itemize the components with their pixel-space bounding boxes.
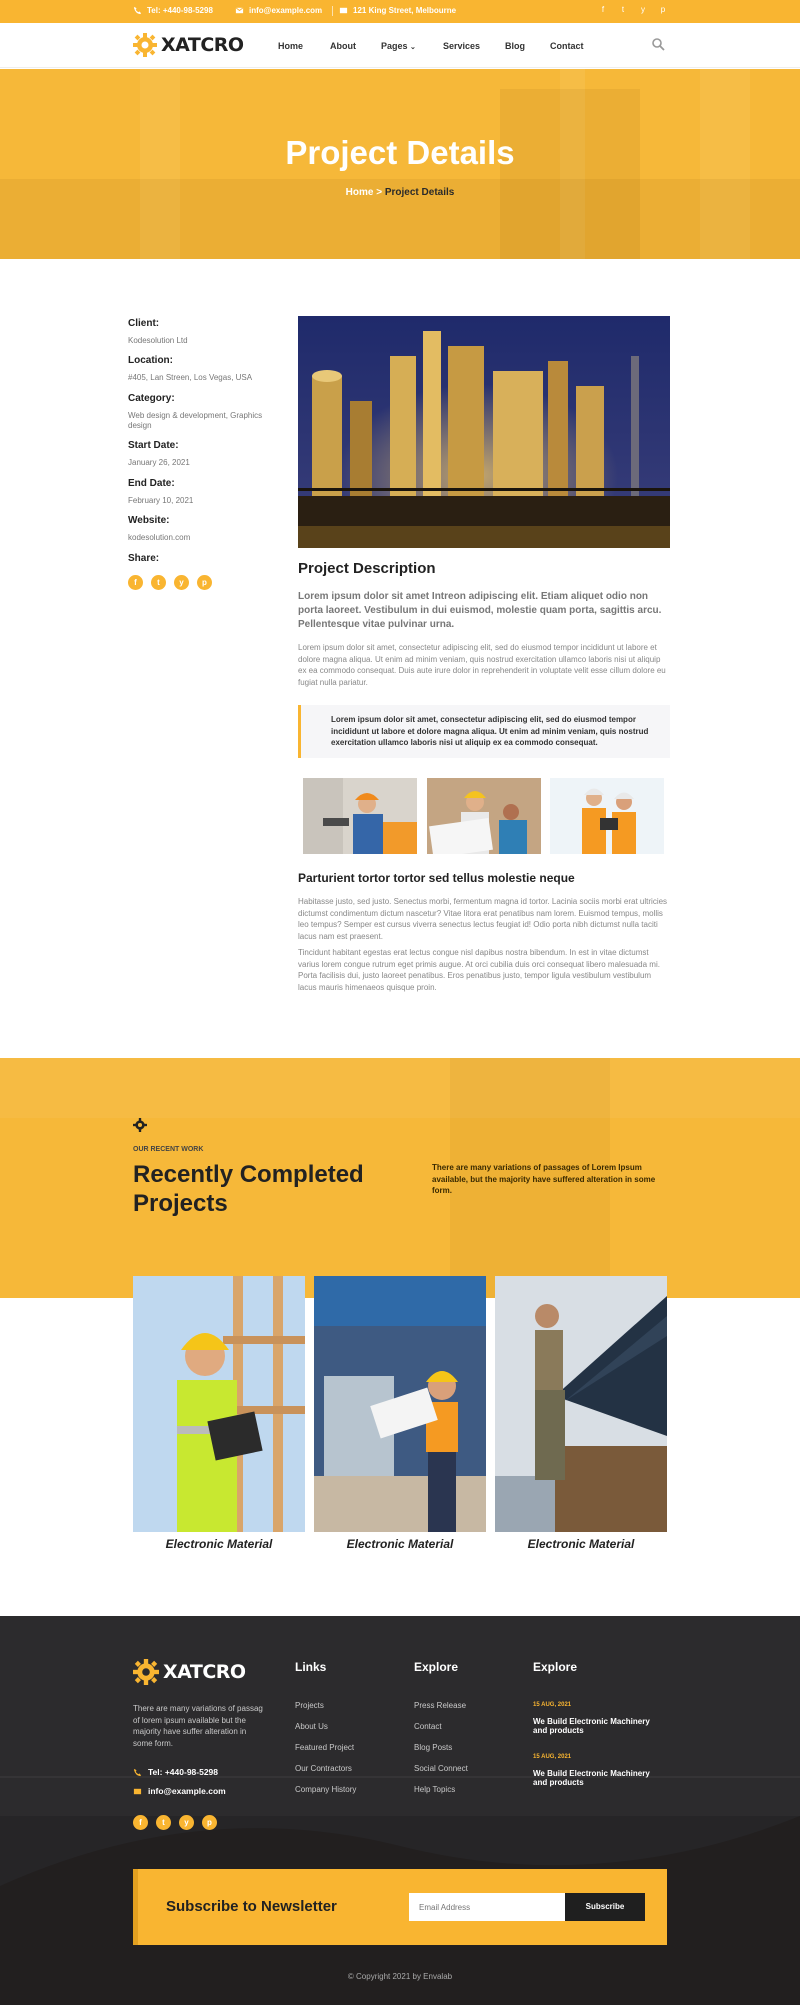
breadcrumb-current: Project Details	[384, 187, 455, 198]
website-value[interactable]: kodesolution.com	[128, 533, 191, 542]
footer-logo[interactable]	[133, 1659, 246, 1685]
youtube-icon[interactable]: y	[641, 5, 645, 14]
topbar-phone-text: Tel: +440-98-5298	[147, 6, 213, 15]
topbar-phone[interactable]	[133, 6, 213, 15]
description-lead: Lorem ipsum dolor sit amet Intreon adipiscing elit. Etiam aliquet odio non porta laoreet. Vestibulum in dui euismod, molestie quam porta, sagittis arcu. Pellentesque vitae pulvinar urna.	[298, 591, 662, 630]
footer-links-heading: Links	[295, 1660, 327, 1674]
post-date: 15 AUG, 2021	[533, 1702, 572, 1708]
footer-bg-silhouette	[0, 1616, 800, 2005]
gallery-thumb[interactable]	[427, 778, 541, 854]
share-facebook-icon[interactable]: f	[128, 575, 143, 590]
website-label: Website:	[128, 515, 170, 526]
chevron-down-icon: ⌄	[410, 44, 416, 51]
topbar-email[interactable]	[235, 6, 322, 15]
nav-pages[interactable]	[381, 41, 416, 51]
topbar-address-text: 121 King Street, Melbourne	[353, 6, 457, 15]
share-twitter-icon[interactable]: t	[151, 575, 166, 590]
newsletter-title: Subscribe to Newsletter	[166, 1898, 337, 1915]
project-card-image[interactable]	[495, 1276, 667, 1532]
footer-link-social[interactable]: Social Connect	[414, 1764, 468, 1773]
worker-clipboard-illustration	[133, 1276, 305, 1532]
description-heading: Project Description	[298, 560, 436, 577]
share-pinterest-icon[interactable]: p	[197, 575, 212, 590]
gallery-thumb[interactable]	[303, 778, 417, 854]
refinery-illustration	[298, 316, 670, 548]
blockquote-text: Lorem ipsum dolor sit amet, consectetur adipiscing elit, sed do eiusmod tempor incididunt ut labore et dolore magna aliqua. Ut enim ad minim veniam, quis nostrud exercitation ullamco laboris nisi ut aliquip ex ea commodo consequat.	[331, 715, 649, 747]
description-paragraph: Lorem ipsum dolor sit amet, consectetur adipiscing elit, sed do eiusmod tempor incididunt ut labore et dolore magna aliqua. Ut enim ad minim veniam, quis nostrud exercitation ullamco laboris nisi ut aliquip ex ea commodo consequat. Duis aute irure dolor in reprehenderit in voluptate velit esse cillum dolore eu fugiat nulla pariatur.	[298, 643, 666, 687]
projects-title: Recently Completed Projects	[133, 1161, 364, 1217]
copyright: © Copyright 2021 by Envalab	[347, 1972, 453, 1981]
end-date-label: End Date:	[128, 478, 175, 489]
client-label: Client:	[128, 318, 160, 329]
gear-logo-icon	[133, 1659, 159, 1685]
newsletter-email-input[interactable]	[409, 1893, 565, 1921]
facebook-icon[interactable]: f	[601, 5, 605, 14]
hero-bg-shape	[500, 89, 640, 259]
footer-about: There are many variations of passag of lorem ipsum available but the majority have suffer alteration in some form.	[133, 1704, 263, 1748]
mail-icon	[235, 6, 244, 15]
footer-link-press[interactable]: Press Release	[414, 1701, 467, 1710]
footer-email[interactable]	[133, 1786, 226, 1796]
blockquote	[298, 705, 670, 758]
start-date-value: January 26, 2021	[128, 458, 190, 467]
post-title[interactable]: We Build Electronic Machinery and products	[533, 1769, 650, 1787]
logo-text: XATCRO	[161, 34, 244, 56]
worker-drill-illustration	[303, 778, 417, 854]
search-icon[interactable]	[651, 37, 665, 51]
project-card-title[interactable]: Electronic Material	[346, 1537, 454, 1551]
share-youtube-icon[interactable]: y	[174, 575, 189, 590]
project-card-title[interactable]: Electronic Material	[165, 1537, 273, 1551]
project-main-image	[298, 316, 670, 548]
project-card-image[interactable]	[314, 1276, 486, 1532]
footer-link-about[interactable]: About Us	[295, 1722, 328, 1731]
twitter-icon[interactable]: t	[621, 5, 625, 14]
site-footer	[0, 1616, 800, 2005]
footer-email-text: info@example.com	[148, 1786, 226, 1796]
projects-bg-shape	[0, 1058, 800, 1118]
engineers-tablet-illustration	[550, 778, 664, 854]
topbar-divider	[332, 6, 333, 16]
share-label: Share:	[128, 553, 160, 564]
location-label: Location:	[128, 355, 173, 366]
footer-explore-heading: Explore	[414, 1660, 459, 1674]
body-paragraph: Habitasse justo, sed justo. Senectus morbi, fermentum magna id tortor. Lacinia sociis morbi erat ultricies dictumst condimentum dictum nascetur? Vitae litora erat penatibus nam lorem. Euismod tempus, mollis leo tempus? Semper est cursus viverra senectus lectus feugiat id! Odio porta nibh dictumst nulla taciti lacus nam est praesent.	[298, 897, 668, 941]
footer-pinterest-icon[interactable]: p	[202, 1815, 217, 1830]
nav-blog[interactable]: Blog	[505, 41, 525, 51]
gallery-thumb[interactable]	[550, 778, 664, 854]
top-bar	[0, 0, 800, 23]
section-subheading: Parturient tortor tortor sed tellus molestie neque	[298, 871, 575, 885]
category-value: Web design & development, Graphics design	[128, 411, 263, 430]
page-hero	[0, 69, 800, 259]
footer-phone-text: Tel: +440-98-5298	[148, 1767, 219, 1777]
footer-logo-text: XATCRO	[163, 1661, 246, 1683]
project-card-title[interactable]: Electronic Material	[527, 1537, 635, 1551]
nav-pages-label: Pages	[381, 41, 408, 51]
footer-twitter-icon[interactable]: t	[156, 1815, 171, 1830]
footer-link-featured[interactable]: Featured Project	[295, 1743, 355, 1752]
phone-icon	[133, 6, 142, 15]
phone-icon	[133, 1768, 142, 1777]
section-eyebrow: OUR RECENT WORK	[133, 1146, 204, 1153]
nav-home[interactable]: Home	[278, 41, 304, 51]
topbar-email-text: info@example.com	[249, 6, 323, 15]
topbar-address	[339, 6, 456, 15]
footer-link-contact[interactable]: Contact	[414, 1722, 442, 1731]
nav-about[interactable]: About	[330, 41, 356, 51]
gear-icon	[133, 1118, 147, 1132]
engineer-blueprint-illustration	[314, 1276, 486, 1532]
subscribe-button[interactable]: Subscribe	[565, 1893, 645, 1921]
footer-link-contractors[interactable]: Our Contractors	[295, 1764, 352, 1773]
main-nav	[0, 23, 800, 68]
workers-plan-illustration	[427, 778, 541, 854]
project-card-image[interactable]	[133, 1276, 305, 1532]
end-date-value: February 10, 2021	[128, 496, 194, 505]
footer-youtube-icon[interactable]: y	[179, 1815, 194, 1830]
breadcrumb-separator: >	[376, 187, 385, 198]
body-paragraph: Tincidunt habitant egestas erat lectus congue nisl dapibus nostra bibendum. In est in vitae dictumst varius lorem congue rutrum eget primis augue. At orci cubilia duis orci consequat libero malesuada mi. Porta facilisis dui, justo laoreet penatibus. Eros penatibus justo, tempor ligula vestibulum vestibulum lacus mauris himenaeos quisque proin.	[298, 948, 660, 992]
footer-link-history[interactable]: Company History	[295, 1785, 357, 1794]
breadcrumb-home[interactable]: Home	[345, 187, 374, 198]
footer-phone[interactable]	[133, 1767, 218, 1777]
page-title: Project Details	[285, 134, 515, 171]
nav-contact[interactable]: Contact	[550, 41, 584, 51]
site-logo[interactable]	[133, 33, 244, 57]
newsletter-box	[133, 1869, 667, 1945]
map-icon	[339, 6, 348, 15]
category-label: Category:	[128, 393, 175, 404]
post-date: 15 AUG, 2021	[533, 1754, 572, 1760]
footer-facebook-icon[interactable]: f	[133, 1815, 148, 1830]
gear-logo-icon	[133, 33, 157, 57]
mail-icon	[133, 1787, 142, 1796]
footer-news-heading: Explore	[533, 1660, 578, 1674]
pinterest-icon[interactable]: p	[660, 5, 666, 14]
projects-note: There are many variations of passages of Lorem Ipsum available, but the majority have suffered alteration in some form.	[432, 1163, 656, 1195]
post-title[interactable]: We Build Electronic Machinery and products	[533, 1717, 650, 1735]
footer-link-projects[interactable]: Projects	[295, 1701, 324, 1710]
client-value: Kodesolution Ltd	[128, 336, 188, 345]
nav-services[interactable]: Services	[443, 41, 481, 51]
start-date-label: Start Date:	[128, 440, 179, 451]
footer-link-blog[interactable]: Blog Posts	[414, 1743, 453, 1752]
footer-link-help[interactable]: Help Topics	[414, 1785, 456, 1794]
location-value: #405, Lan Streen, Los Vegas, USA	[128, 373, 253, 382]
breadcrumb	[0, 187, 800, 198]
roofer-illustration	[495, 1276, 667, 1532]
